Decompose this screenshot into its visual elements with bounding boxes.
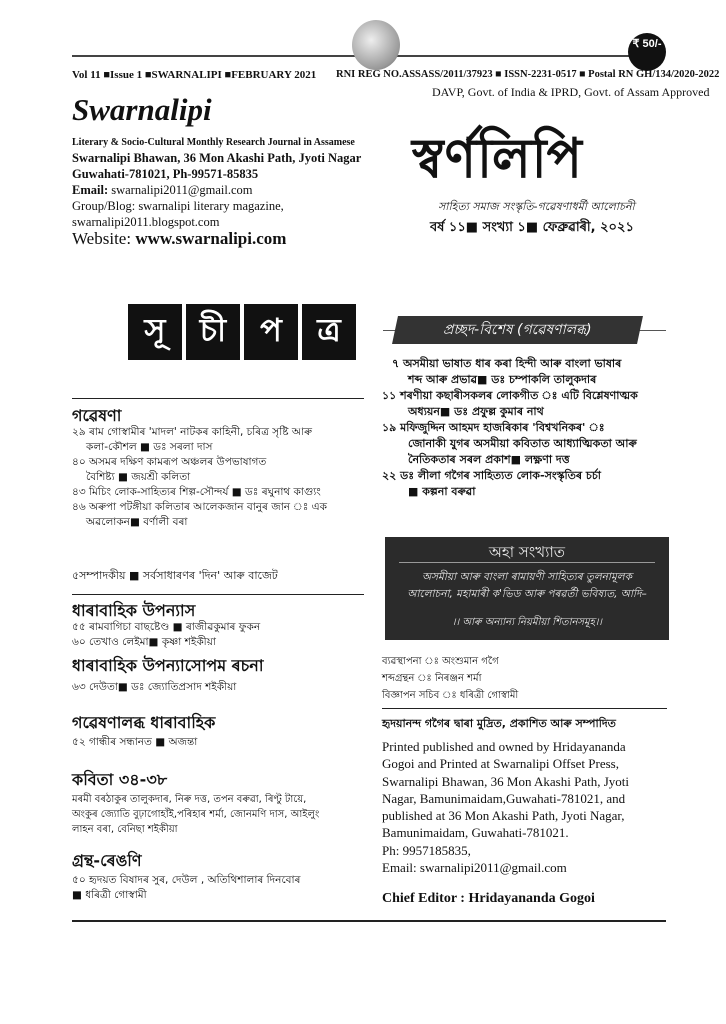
- list-item: ৫০ হৃদয়ত বিষাদৰ সুৰ, দেউল , অতিথিশালাৰ দিনবোৰ: [72, 874, 301, 886]
- printer-bn: হৃদয়ানন্দ গগৈৰ দ্বাৰা মুদ্ৰিত, প্ৰকাশিত আৰু সম্পাদিত: [382, 717, 616, 730]
- email-value[interactable]: swarnalipi2011@gmail.com: [111, 183, 253, 197]
- list-item: বৈশিষ্ট্য ■ জয়শ্ৰী কলিতা: [86, 471, 191, 483]
- list-item: ■ ধৰিত্ৰী গোস্বামী: [72, 889, 147, 901]
- next-issue-line: অসমীয়া আৰু বাংলা ৰামায়ণী সাহিত্যৰ তুলনামূলক: [422, 571, 632, 583]
- issue-meta-right: RNI REG NO.ASSASS/2011/37923 ■ ISSN-2231-0517 ■ Postal RN GH/134/2020-2022: [336, 69, 720, 80]
- list-item: ৬০ তেখাও লেইমা■ কৃষ্ণা শইকীয়া: [72, 636, 216, 648]
- list-item: ৬৩ দেউতা■ ডঃ জ্যোতিপ্ৰসাদ শইকীয়া: [72, 681, 237, 693]
- list-item: কলা-কৌশল ■ ডঃ সৰলা দাস: [86, 441, 213, 453]
- next-issue-footer: ।। আৰু অন্যান্য নিয়মীয়া শিতানসমূহ।।: [452, 617, 602, 628]
- email-line: [72, 182, 252, 198]
- review-list: [72, 873, 300, 903]
- credit-item: বিজ্ঞাপন সচিব ঃ ধৰিত্ৰী গোস্বামী: [382, 690, 519, 701]
- printer-line: published at 36 Mon Akashi Path, Jyoti Nagar,: [382, 808, 625, 824]
- printer-line: Printed published and owned by Hridayananda: [382, 739, 626, 754]
- list-item: শব্দ আৰু প্ৰভাৱ■ ডঃ চম্পাকলি তালুকদাৰ: [408, 373, 597, 386]
- tagline-bn: সাহিত্য সমাজ সংস্কৃতি-গৱেষণাধৰ্মী আলোচনী: [438, 200, 635, 213]
- list-item: ১৯ মফিজুদ্দিন আহমদ হাজৰিকাৰ 'বিশ্বখনিকৰ' ঃ: [382, 421, 605, 434]
- novella-list: [72, 680, 236, 695]
- next-issue-description: [395, 569, 659, 603]
- poetry-heading: কবিতা ৩৪-৩৮: [72, 770, 168, 789]
- printer-line: Swarnalipi Bhawan, 36 Mon Akashi Path, Jyoti: [382, 773, 629, 789]
- price-badge: ₹ 50/-: [628, 33, 666, 71]
- index-box-2: চী: [186, 304, 240, 360]
- address-line-2: Guwahati-781021, Ph-99571-85835: [72, 167, 259, 181]
- list-item: অধ্যয়ন■ ডঃ প্ৰফুল্ল কুমাৰ নাথ: [408, 405, 544, 418]
- website-link[interactable]: www.swarnalipi.com: [135, 229, 287, 248]
- cover-special-title: প্ৰচ্ছদ-বিশেষ (গৱেষণালব্ধ): [443, 322, 592, 338]
- address-line-1: Swarnalipi Bhawan, 36 Mon Akashi Path, Jyoti Nagar: [72, 151, 362, 165]
- serial-heading: ধাৰাবাহিক উপন্যাস: [72, 601, 196, 620]
- list-item: ৫৫ ৰামবাগিচা বাছষ্টেণ্ড ■ ৰাজীৱকুমাৰ ফুকন: [72, 621, 261, 633]
- editorial-line: ৫সম্পাদকীয় ■ সৰ্বসাধাৰণৰ 'দিন' আৰু বাজেট: [72, 569, 278, 582]
- research-heading: গৱেষণা: [72, 406, 122, 425]
- credit-item: ব্যৱস্থাপনা ঃ অংশুমান গগৈ: [382, 656, 499, 667]
- printer-line: Nagar, Bamunimaidam,Guwahati-781021, and: [382, 790, 626, 806]
- serial-list: [72, 620, 260, 650]
- list-item: ৫২ গান্ধীৰ সন্ধানত ■ অজন্তা: [72, 736, 198, 748]
- review-heading: গ্ৰন্থ-ৰেঙণি: [72, 851, 142, 870]
- issue-info-bn: বৰ্ষ ১১■ সংখ্যা ১■ ফেব্ৰুৱাৰী, ২০২১: [430, 220, 634, 235]
- list-item: অৱলোকন■ বৰ্ণালী বৰা: [86, 516, 188, 528]
- printer-en: [382, 738, 629, 876]
- section-rule: [72, 398, 364, 399]
- printer-line: Gogoi and Printed at Swarnalipi Offset Press,: [382, 756, 619, 772]
- research-serial-heading: গৱেষণালব্ধ ধাৰাবাহিক: [72, 713, 216, 732]
- journal-subtitle: Literary & Socio-Cultural Monthly Research Journal in Assamese: [72, 137, 355, 148]
- list-item: অংকুৰ জ্যোতি বুঢ়াগোহাঁই,পৰিহাৰ শৰ্মা, জোনমণি দাস, আইলুং: [72, 809, 320, 820]
- list-item: ■ কল্পনা বৰুৱা: [408, 485, 476, 498]
- research-list: [72, 425, 372, 530]
- bottom-rule: [72, 920, 666, 922]
- emblem-logo: [352, 20, 400, 70]
- index-title: [128, 304, 356, 360]
- approval-text: DAVP, Govt. of India & IPRD, Govt. of Assam Approved: [432, 85, 710, 99]
- email-label: Email:: [72, 183, 109, 197]
- chief-editor: Chief Editor : Hridayananda Gogoi: [382, 891, 595, 906]
- website-line: [72, 229, 286, 249]
- issue-meta-left: Vol 11 ■Issue 1 ■SWARNALIPI ■FEBRUARY 2021: [72, 69, 317, 81]
- list-item: নৈতিকতাৰ সৰল প্ৰকাশ■ লক্ষ্ণণা দত্ত: [408, 453, 570, 466]
- poetry-list: [72, 792, 319, 837]
- list-item: জোনাকী যুগৰ অসমীয়া কবিতাত আধ্যাত্মিকতা আৰু: [408, 437, 637, 450]
- list-item: ২৯ ৰাম গোস্বামীৰ 'মাদল' নাটকৰ কাহিনী, চৰিত্ৰ সৃষ্টি আৰু: [72, 426, 312, 438]
- blog-link[interactable]: swarnalipi2011.blogspot.com: [72, 215, 220, 229]
- printer-line: Email: swarnalipi2011@gmail.com: [382, 860, 567, 876]
- list-item: ৪০ অসমৰ দক্ষিণ কামৰূপ অঞ্চলৰ উপভাষাগত: [72, 456, 267, 468]
- section-rule: [72, 594, 364, 595]
- list-item: মৰমী বৰঠাকুৰ তালুকদাৰ, নিৰু দত্ত, তপন বৰুৱা, ৰিণ্টু টায়ে,: [72, 794, 307, 805]
- masthead-logo-bn: স্বৰ্ণলিপি: [412, 127, 583, 191]
- next-issue-line: আলোচনা, মহামাৰী ক'ভিড আৰু পৰৱৰ্তী ভবিষ্যত, আদি–: [407, 588, 647, 600]
- credits-rule: [382, 708, 667, 709]
- list-item: ২২ ডঃ লীলা গগৈৰ সাহিত্যত লোক-সংস্কৃতিৰ চৰ্চা: [382, 469, 601, 482]
- printer-line: Ph: 9957185835,: [382, 842, 471, 858]
- next-issue-box: [385, 537, 669, 640]
- list-item: ৪৩ মিচিং লোক-সাহিত্যৰ শিল্প-সৌন্দৰ্য ■ ডঃ ৰঘুনাথ কাগ্যুং: [72, 486, 321, 498]
- credits-list: [382, 653, 518, 704]
- research-serial-list: [72, 735, 197, 750]
- group-line: Group/Blog: swarnalipi literary magazine,: [72, 199, 284, 213]
- credit-item: শব্দগ্ৰন্থন ঃ নিৰঞ্জন শৰ্মা: [382, 673, 482, 684]
- index-box-1: সূ: [128, 304, 182, 360]
- cover-special-list: [382, 356, 692, 500]
- brand-title: Swarnalipi: [72, 92, 212, 127]
- list-item: লাহন বৰা, বেনিছা শইকীয়া: [72, 824, 178, 835]
- cover-special-banner: [392, 316, 643, 344]
- list-item: ৭ অসমীয়া ভাষাত ধাৰ কৰা হিন্দী আৰু বাংলা ভাষাৰ: [392, 357, 622, 370]
- next-issue-title: অহা সংখ্যাত: [488, 543, 566, 561]
- website-label: Website:: [72, 229, 132, 248]
- novella-heading: ধাৰাবাহিক উপন্যাসোপম ৰচনা: [72, 656, 264, 675]
- list-item: ৪৬ অৰুপা পটঙ্গীয়া কলিতাৰ আলেকজান বানুৰ জান ঃ এক: [72, 501, 328, 513]
- index-box-4: ত্ৰ: [302, 304, 356, 360]
- index-box-3: প: [244, 304, 298, 360]
- list-item: ১১ শৰণীয়া কছাৰীসকলৰ লোকগীত ঃ এটি বিশ্লেষণাত্মক: [382, 389, 638, 402]
- printer-line: Bamunimaidam, Guwahati-781021.: [382, 825, 569, 841]
- next-issue-divider: [399, 562, 655, 563]
